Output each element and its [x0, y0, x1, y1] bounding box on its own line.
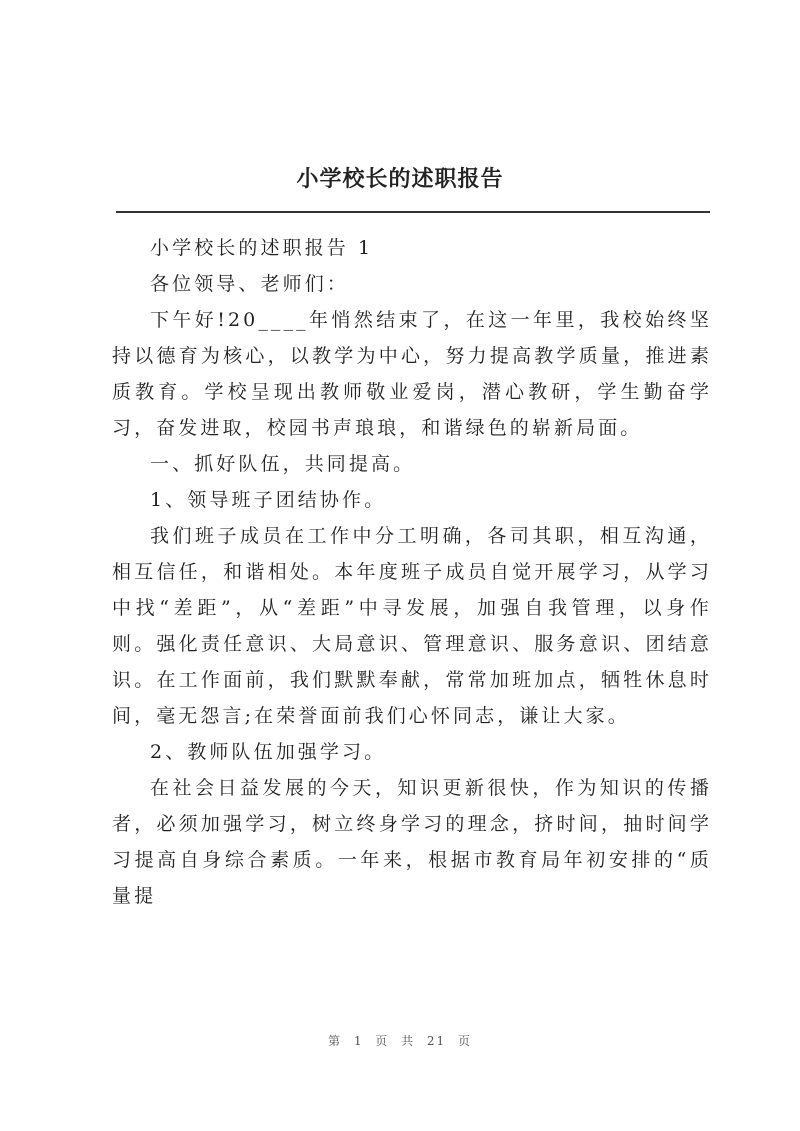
paragraph-intro: 下午好!20____年悄然结束了，在这一年里，我校始终坚持以德育为核心，以教学为中心，努力提高教学质量，推进素质教育。学校呈现出教师敬业爱岗，潜心教研，学生勤奋学习，奋发进取，校园书声琅琅，和谐绿色的崭新局面。: [112, 309, 712, 439]
subsection-heading: 1、领导班子团结协作。: [150, 489, 387, 511]
paragraph-heading: 小学校长的述职报告 1: [150, 237, 374, 259]
paragraph-body: 在社会日益发展的今天，知识更新很快，作为知识的传播者，必须加强学习，树立终身学习的理念，挤时间，抽时间学习提高自身综合素质。一年来，根据市教育局年初安排的“质量提: [112, 777, 712, 907]
section-heading: 一、抓好队伍，共同提高。: [150, 453, 416, 475]
title-divider: [116, 211, 710, 213]
document-title: 小学校长的述职报告: [296, 166, 504, 192]
page-number: 第 1 页 共 21 页: [328, 1034, 472, 1048]
subsection-heading: 2、教师队伍加强学习。: [150, 741, 387, 763]
paragraph-body: 我们班子成员在工作中分工明确，各司其职，相互沟通，相互信任，和谐相处。本年度班子成员自觉开展学习，从学习中找“差距”，从“差距”中寻发展，加强自我管理，以身作则。强化责任意识、大局意识、管理意识、服务意识、团结意识。在工作面前，我们默默奉献，常常加班加点，牺牲休息时间，毫无怨言;在荣誉面前我们心怀同志，谦让大家。: [112, 525, 712, 727]
document-body: [112, 230, 712, 914]
paragraph-salutation: 各位领导、老师们：: [150, 273, 349, 295]
